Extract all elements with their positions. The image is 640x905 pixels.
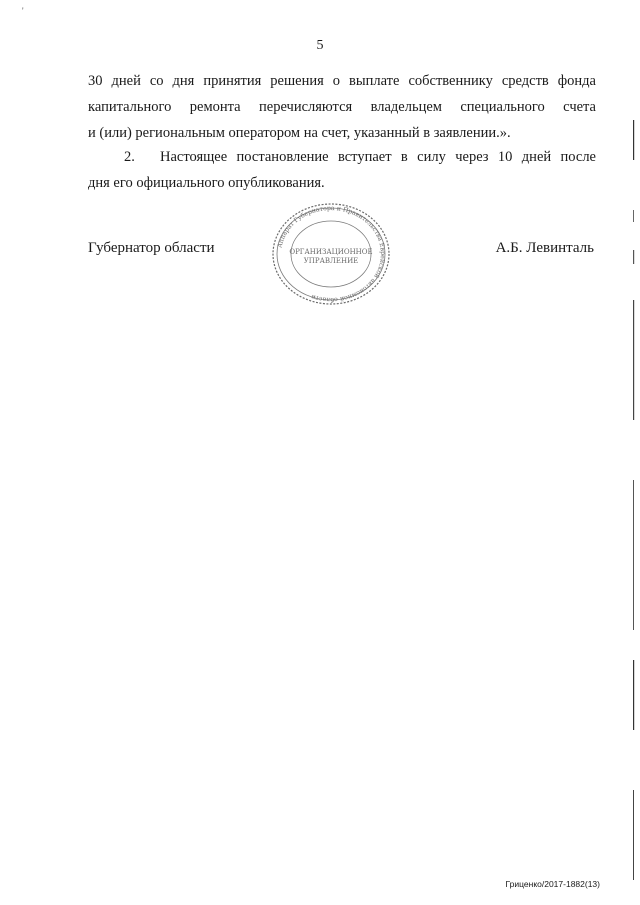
footer-reference: Гриценко/2017-1882(13) <box>505 879 600 889</box>
seal-center-line1: ОРГАНИЗАЦИОННОЕ <box>289 248 373 256</box>
paragraph-line: 30 дней со дня принятия решения о выплате собственнику средств фонда <box>88 73 596 89</box>
signatory-position: Губернатор области <box>88 240 215 256</box>
paragraph-item-2 <box>88 144 596 196</box>
scan-edge-marks <box>632 100 636 890</box>
paragraph-line <box>88 144 596 170</box>
corner-mark: ' <box>22 6 24 16</box>
seal-ring-text: Аппарат Губернатора и Правительства Еврейской автономной области <box>276 204 387 304</box>
page-number: 5 <box>316 38 324 53</box>
official-seal-icon <box>268 200 394 308</box>
seal-center-line2: УПРАВЛЕНИЕ <box>303 257 359 265</box>
paragraph-line: дня его официального опубликования. <box>88 175 325 191</box>
paragraph-line: и (или) региональным оператором на счет, указанный в заявлении.». <box>88 125 511 141</box>
item-text: Настоящее постановление вступает в силу через 10 дней после <box>160 149 596 165</box>
paragraph-continuation <box>88 68 596 146</box>
paragraph-line: капитального ремонта перечисляются владельцем специального счета <box>88 99 596 115</box>
signatory-name: А.Б. Левинталь <box>495 240 594 256</box>
item-number: 2. <box>124 149 135 165</box>
